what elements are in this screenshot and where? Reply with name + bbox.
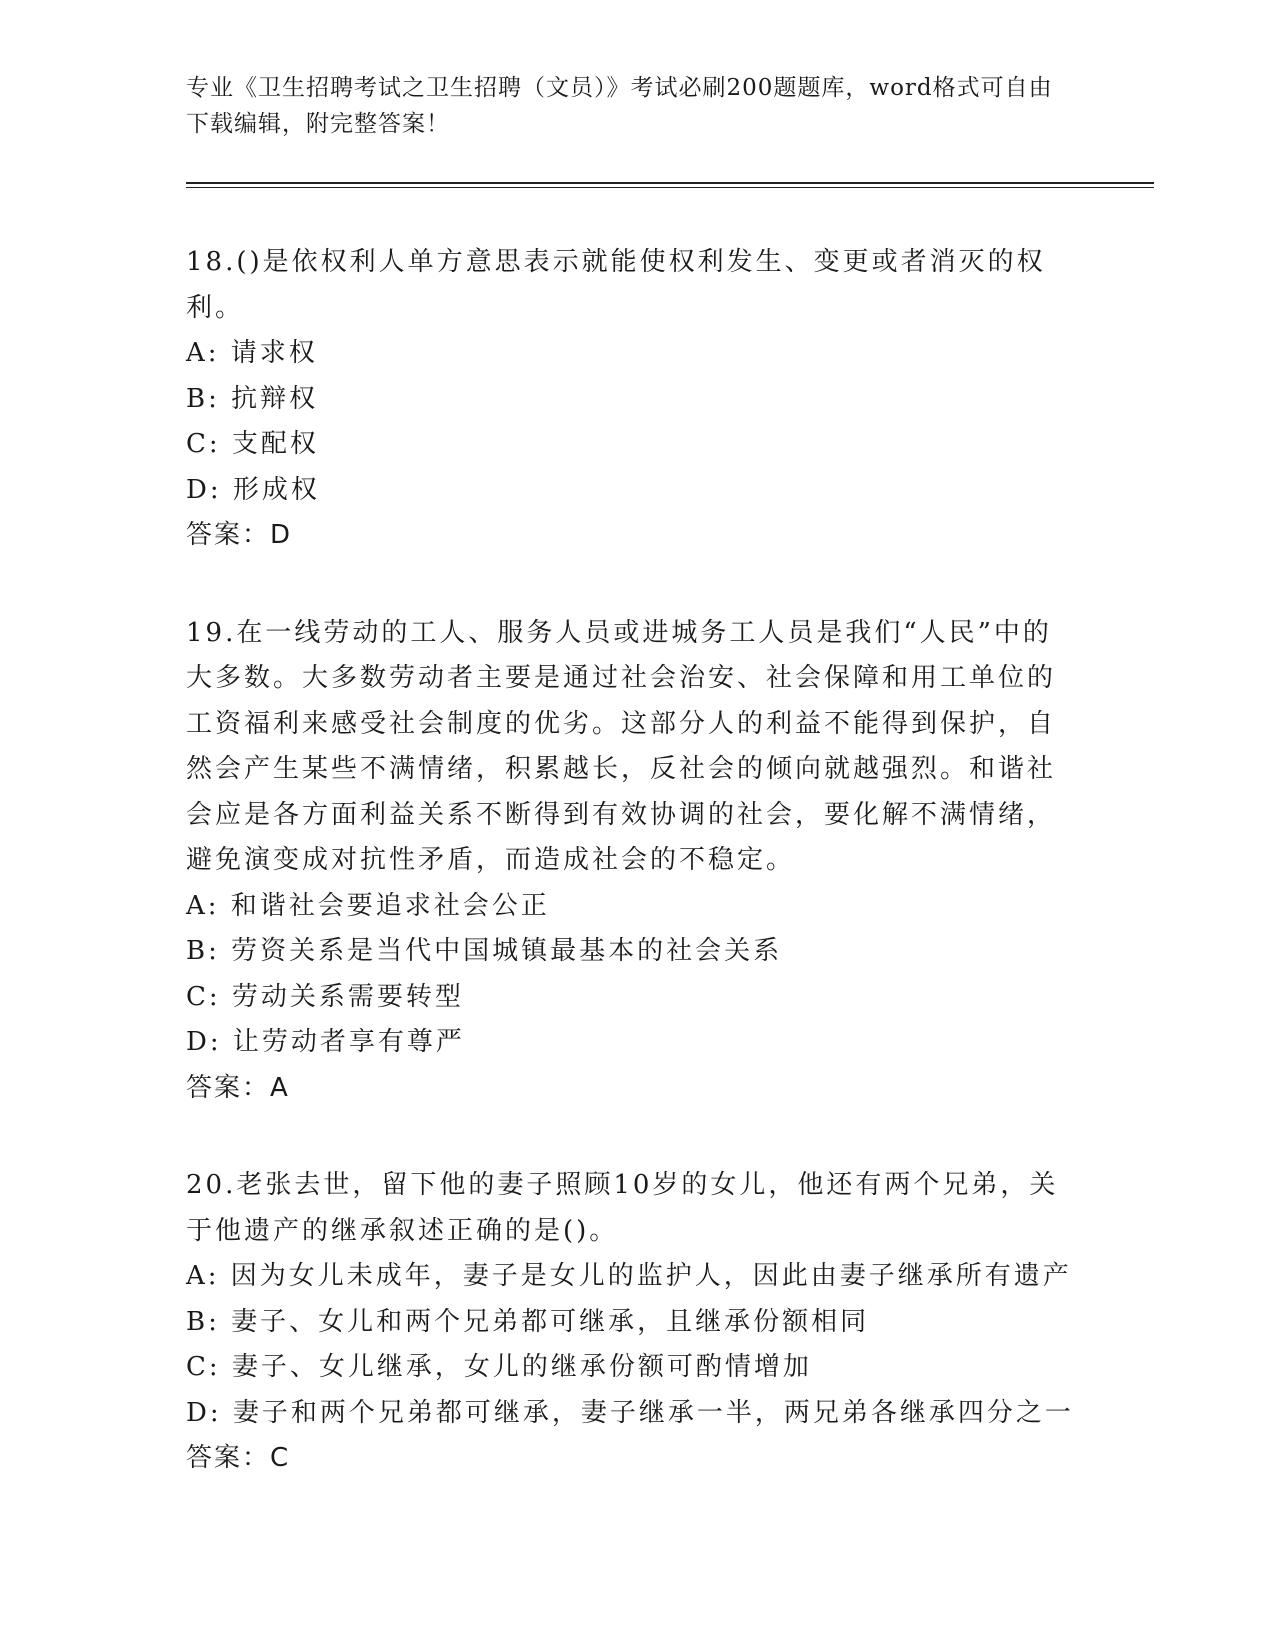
- option-a: A: 请求权: [186, 338, 318, 368]
- header-intro: 专业《卫生招聘考试之卫生招聘（文员）》考试必刷200题题库，word格式可自由下载编辑，附完整答案！: [186, 75, 1053, 137]
- option-d: D: 妻子和两个兄弟都可继承，妻子继承一半，两兄弟各继承四分之一: [186, 1397, 1074, 1428]
- option-b: B: 劳资关系是当代中国城镇最基本的社会关系: [186, 936, 783, 966]
- option-c: C: 支配权: [186, 429, 319, 459]
- document-page: [186, 70, 1146, 1482]
- answer-line: 答案：A: [186, 1072, 290, 1103]
- option-c: C: 劳动关系需要转型: [186, 981, 464, 1012]
- header-divider: [186, 182, 1154, 188]
- option-c: C: 妻子、女儿继承，女儿的继承份额可酌情增加: [186, 1352, 812, 1382]
- question-stem: 19.在一线劳动的工人、服务人员或进城务工人员是我们“人民”中的大多数。大多数劳动者主要是通过社会治安、社会保障和用工单位的工资福利来感受社会制度的优劣。这部分人的利益不能得到保护，自然会产生某些不满情绪，积累越长，反社会的倾向就越强烈。和谐社会应是各方面利益关系不断得到有效协调的社会，要化解不满情绪，避免演变成对抗性矛盾，而造成社会的不稳定。: [186, 617, 1057, 875]
- option-a: A: 和谐社会要追求社会公正: [186, 890, 550, 921]
- option-d: D: 让劳动者享有尊严: [186, 1027, 465, 1057]
- question-19: [186, 611, 1146, 1112]
- question-stem: 18.()是依权利人单方意思表示就能使权利发生、变更或者消灭的权利。: [186, 247, 1046, 323]
- question-stem: 20.老张去世，留下他的妻子照顾10岁的女儿，他还有两个兄弟，关于他遗产的继承叙述正确的是()。: [186, 1170, 1059, 1246]
- question-18: [186, 240, 1146, 559]
- question-20: [186, 1163, 1146, 1482]
- answer-line: 答案：D: [186, 520, 293, 550]
- option-b: B: 妻子、女儿和两个兄弟都可继承，且继承份额相同: [186, 1306, 870, 1337]
- option-b: B: 抗辩权: [186, 383, 319, 414]
- option-a: A: 因为女儿未成年，妻子是女儿的监护人，因此由妻子继承所有遗产: [186, 1261, 1072, 1291]
- option-d: D: 形成权: [186, 474, 320, 505]
- answer-line: 答案：C: [186, 1443, 291, 1473]
